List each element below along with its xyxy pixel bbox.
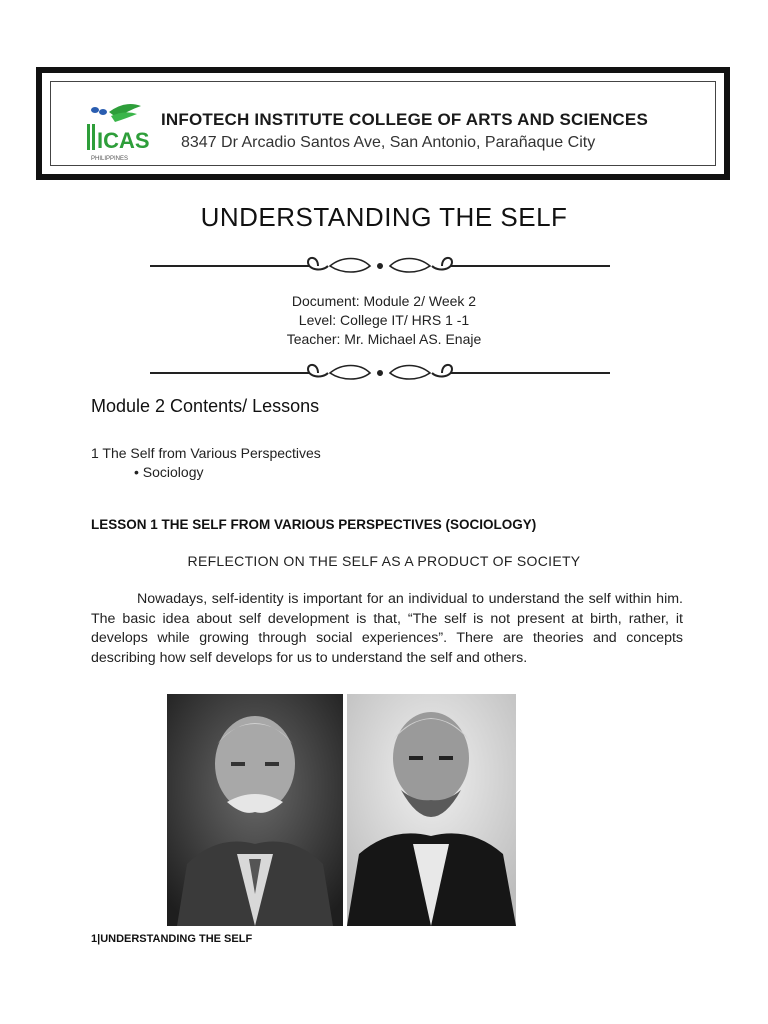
lesson-heading: LESSON 1 THE SELF FROM VARIOUS PERSPECTIVES (SOCIOLOGY) (91, 517, 537, 532)
logo-text: ICAS (97, 128, 150, 153)
document-meta (0, 292, 768, 349)
logo-subtext: PHILIPPINES (91, 156, 129, 162)
meta-teacher: Teacher: Mr. Michael AS. Enaje (286, 331, 482, 347)
icas-logo-icon (81, 100, 151, 164)
lesson-paragraph (91, 590, 683, 668)
contents-heading: Module 2 Contents/ Lessons (91, 396, 320, 416)
institution-name: INFOTECH INSTITUTE COLLEGE OF ARTS AND SCIENCES (161, 110, 648, 129)
portrait-photo-left (167, 694, 343, 926)
meta-level: Level: College IT/ HRS 1 -1 (298, 312, 470, 328)
header-inner-border (50, 81, 716, 166)
page-footer: 1|UNDERSTANDING THE SELF (91, 933, 253, 945)
lesson-paragraph-text: Nowadays, self-identity is important for an individual to understand the self within him. The basic idea about self development is that, “The self is not present at birth, rather, it develops while growing through social experiences”. There are theories and concepts describing how self develops for us to understand the self and others. (91, 591, 683, 666)
lesson-subheading: REFLECTION ON THE SELF AS A PRODUCT OF SOCIETY (187, 553, 581, 569)
ornament-divider-top (150, 254, 610, 278)
portrait-photo-right (347, 694, 516, 926)
institution-header (36, 67, 730, 180)
meta-document: Document: Module 2/ Week 2 (291, 293, 477, 309)
contents-subitem-sociology: • Sociology (134, 464, 204, 480)
contents-item-1: 1 The Self from Various Perspectives (91, 445, 321, 461)
page-title: UNDERSTANDING THE SELF (200, 202, 568, 232)
ornament-divider-bottom (150, 361, 610, 385)
institution-address: 8347 Dr Arcadio Santos Ave, San Antonio, Parañaque City (181, 134, 596, 151)
